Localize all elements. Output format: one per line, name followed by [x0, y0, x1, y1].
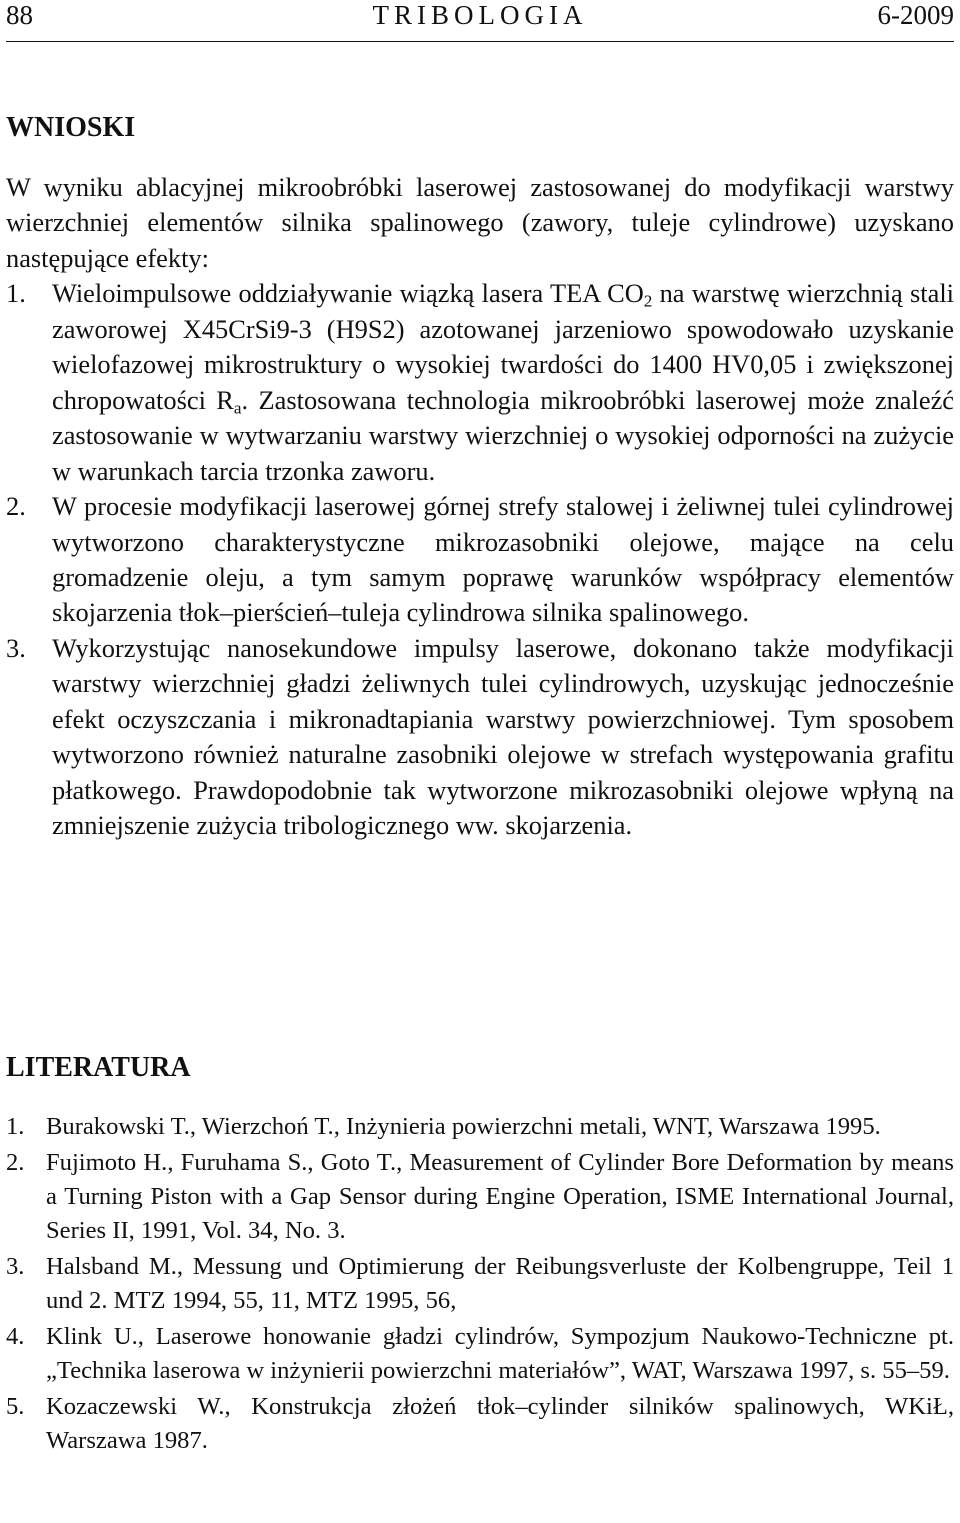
- subscript: 2: [643, 291, 653, 311]
- reference-number: 2.: [6, 1148, 25, 1176]
- subscript: a: [233, 398, 242, 417]
- reference-text: Fujimoto H., Furuhama S., Goto T., Measurement of Cylinder Bore Deformation by means a Turning Piston with a Gap Sensor during Engine Operation, ISME International Journal, Series II, 1991, Vol. 34, No. 3.: [46, 1148, 954, 1245]
- references-list: [6, 1110, 954, 1460]
- reference-text: Burakowski T., Wierzchoń T., Inżynieria powierzchni metali, WNT, Warszawa 1995.: [46, 1113, 881, 1140]
- conclusion-item-1: [6, 276, 954, 489]
- reference-item: [6, 1110, 954, 1144]
- reference-number: 4.: [6, 1323, 25, 1350]
- conclusion-item-3: [6, 631, 954, 844]
- conclusion-text-part: . Zastosowana technologia mikroobróbki laserowej może znaleźć zastosowanie w wytwarzaniu warstwy wierzchniej o wysokiej odporności na zużycie w warunkach tarcia trzonka zaworu.: [52, 384, 954, 486]
- conclusions-heading: WNIOSKI: [6, 112, 136, 143]
- journal-title: TRIBOLOGIA: [372, 0, 588, 30]
- issue-number: 6-2009: [877, 0, 954, 30]
- reference-item: [6, 1146, 954, 1249]
- reference-number: 5.: [6, 1393, 25, 1420]
- conclusion-text: W procesie modyfikacji laserowej górnej strefy stalowej i żeliwnej tulei cylindrowej wytworzono charakterystyczne mikrozasobniki olejowe, mające na celu gromadzenie oleju, a tym samym poprawę warunków współpracy elementów skojarzenia tłok–pierścień–tuleja cylindrowa silnika spalinowego.: [52, 491, 954, 628]
- header-rule: [6, 41, 954, 42]
- reference-item: [6, 1250, 954, 1318]
- conclusions-section: [6, 170, 954, 844]
- reference-text: Klink U., Laserowe honowanie gładzi cylindrów, Sympozjum Naukowo-Techniczne pt. „Technika laserowa w inżynierii powierzchni materiałów”, WAT, Warszawa 1997, s. 55–59.: [46, 1323, 954, 1385]
- conclusions-intro: W wyniku ablacyjnej mikroobróbki laserowej zastosowanej do modyfikacji warstwy wierzchniej elementów silnika spalinowego (zawory, tuleje cylindrowe) uzyskano następujące efekty:: [6, 172, 954, 273]
- conclusion-text-part: na warstwę wierzchnią stali zaworowej X45CrSi9-3 (H9S2) azotowanej jarzeniowo spowodowało uzyskanie wielofazowej mikrostruktury o wysokiej twardości do 1400 HV0,05 i zwiększonej chropowatości R: [52, 278, 954, 415]
- reference-item: [6, 1390, 954, 1458]
- conclusion-number: 1.: [6, 278, 26, 309]
- references-heading: LITERATURA: [6, 1052, 191, 1083]
- conclusion-text-part: Wieloimpulsowe oddziaływanie wiązką lasera TEA CO: [52, 278, 644, 309]
- conclusion-text: Wykorzystując nanosekundowe impulsy laserowe, dokonano także modyfikacji warstwy wierzchniej gładzi żeliwnych tulei cylindrowych, uzyskując jednocześnie efekt oczyszczania i mikronadtapiania warstwy powierzchniowej. Tym sposobem wytworzono również naturalne zasobniki olejowe w strefach występowania grafitu płatkowego. Prawdopodobnie tak wytworzone mikrozasobniki olejowe wpłyną na zmniejszenie zużycia tribologicznego ww. skojarzenia.: [52, 632, 954, 841]
- page-number: 88: [6, 0, 33, 30]
- reference-text: Kozaczewski W., Konstrukcja złożeń tłok–cylinder silników spalinowych, WKiŁ, Warszawa 1987.: [46, 1393, 954, 1455]
- reference-number: 3.: [6, 1253, 25, 1280]
- conclusion-number: 2.: [6, 491, 26, 522]
- reference-item: [6, 1320, 954, 1388]
- conclusion-text: [52, 276, 954, 489]
- reference-number: 1.: [6, 1113, 25, 1140]
- conclusion-number: 3.: [6, 632, 26, 663]
- reference-text: Halsband M., Messung und Optimierung der Reibungsverluste der Kolbengruppe, Teil 1 und 2. MTZ 1994, 55, 11, MTZ 1995, 56,: [46, 1253, 954, 1315]
- conclusion-item-2: [6, 489, 954, 631]
- running-header: [6, 0, 954, 30]
